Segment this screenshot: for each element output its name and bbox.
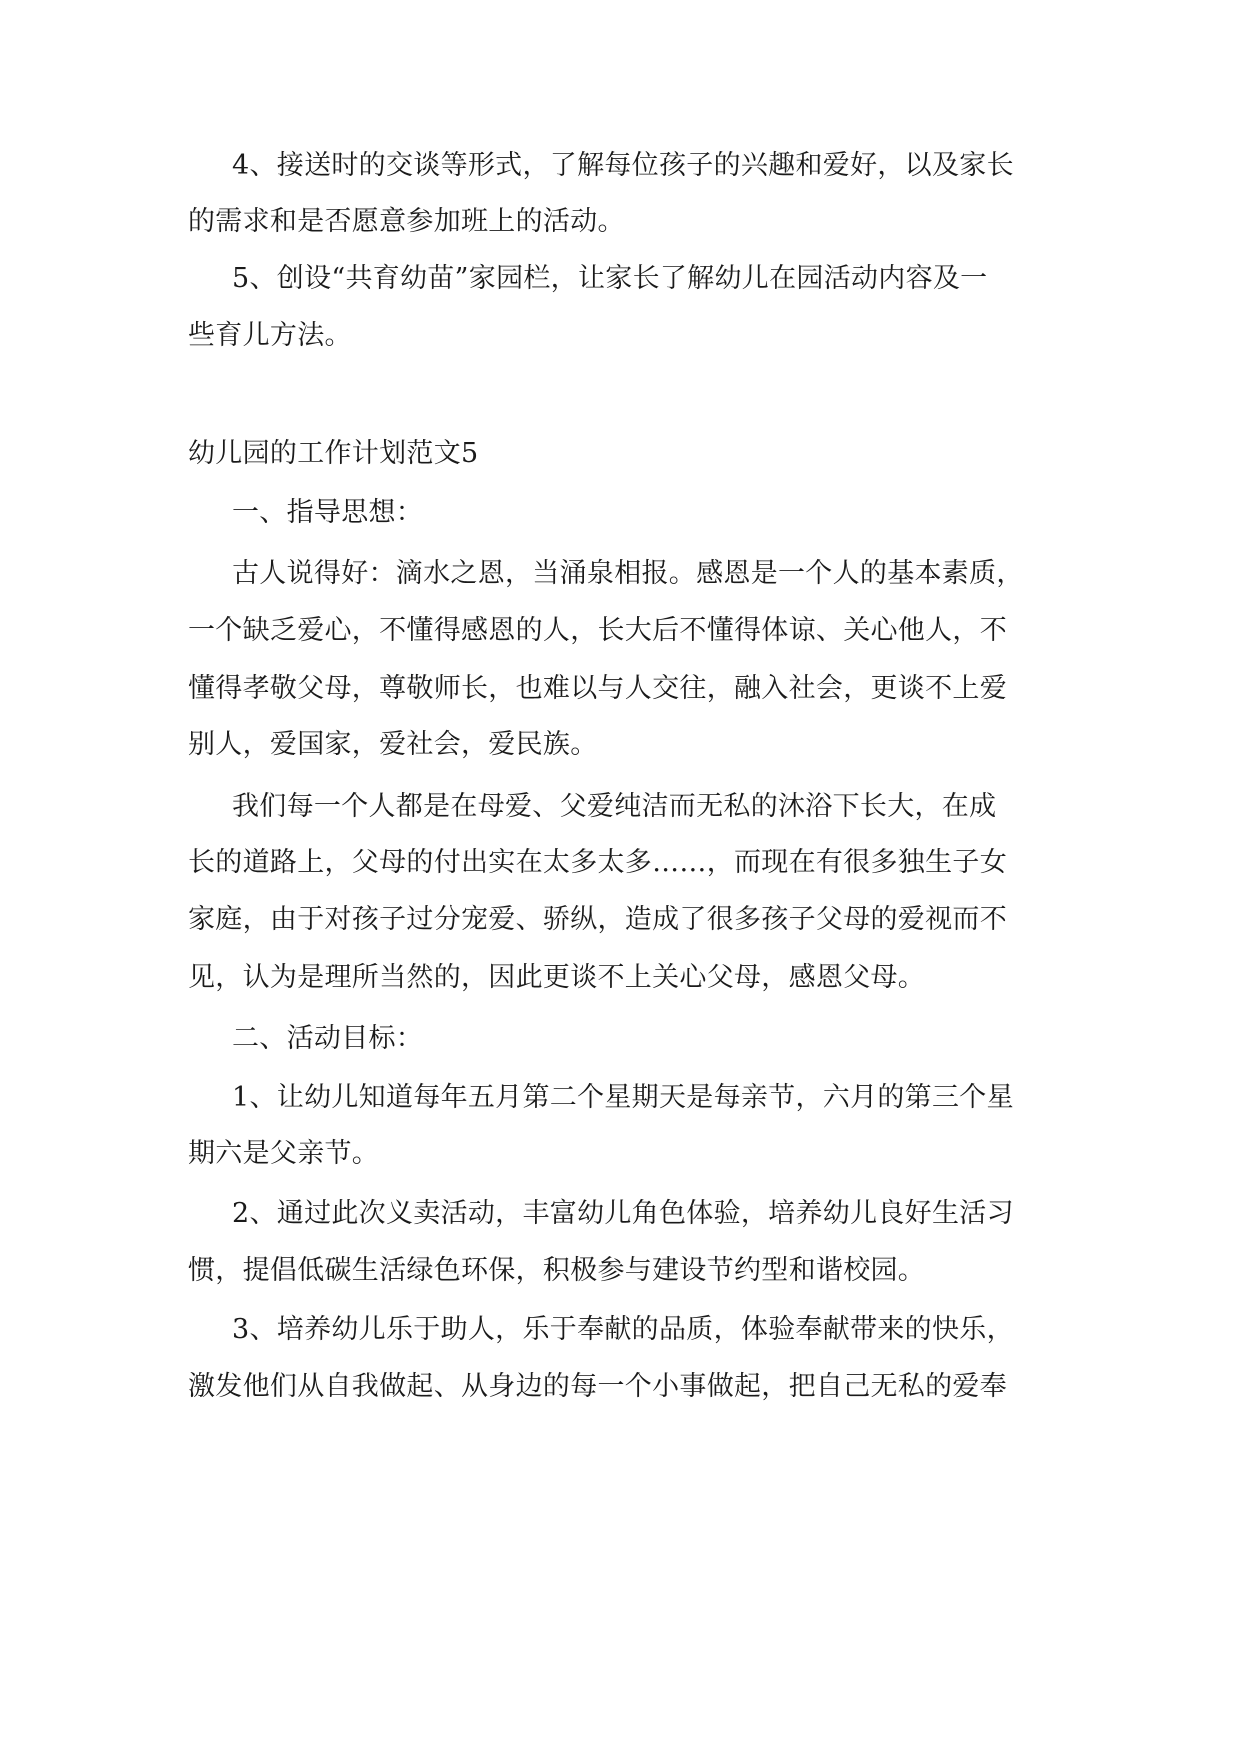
text-line: 惯，提倡低碳生活绿色环保，积极参与建设节约型和谐校园。 bbox=[188, 1255, 926, 1286]
text-line: 懂得孝敬父母，尊敬师长，也难以与人交往，融入社会，更谈不上爱 bbox=[188, 673, 1007, 704]
text-line: 期六是父亲节。 bbox=[188, 1138, 380, 1169]
text-line: 2、通过此次义卖活动，丰富幼儿角色体验，培养幼儿良好生活习 bbox=[232, 1198, 1014, 1229]
text-line: 见，认为是理所当然的，因此更谈不上关心父母，感恩父母。 bbox=[188, 962, 926, 993]
text-line: 我们每一个人都是在母爱、父爱纯洁而无私的沐浴下长大，在成 bbox=[232, 791, 997, 822]
text-line: 的需求和是否愿意参加班上的活动。 bbox=[188, 206, 625, 237]
text-line: 些育儿方法。 bbox=[188, 320, 352, 351]
text-line: 一个缺乏爱心，不懂得感恩的人，长大后不懂得体谅、关心他人，不 bbox=[188, 615, 1007, 646]
section-title: 幼儿园的工作计划范文5 bbox=[188, 438, 479, 469]
text-line: 长的道路上，父母的付出实在太多太多……，而现在有很多独生子女 bbox=[188, 847, 1007, 878]
text-line: 3、培养幼儿乐于助人，乐于奉献的品质，体验奉献带来的快乐， bbox=[232, 1314, 1014, 1345]
text-line: 1、让幼儿知道每年五月第二个星期天是每亲节，六月的第三个星 bbox=[232, 1082, 1014, 1113]
section-heading: 二、活动目标： bbox=[232, 1023, 424, 1054]
text-line: 古人说得好：滴水之恩，当涌泉相报。感恩是一个人的基本素质， bbox=[232, 558, 1024, 589]
text-line: 别人，爱国家，爱社会，爱民族。 bbox=[188, 729, 598, 760]
text-line: 激发他们从自我做起、从身边的每一个小事做起，把自己无私的爱奉 bbox=[188, 1371, 1007, 1402]
text-line: 4、接送时的交谈等形式，了解每位孩子的兴趣和爱好，以及家长 bbox=[232, 150, 1014, 181]
text-line: 5、创设“共育幼苗”家园栏，让家长了解幼儿在园活动内容及一 bbox=[232, 263, 988, 294]
text-line: 家庭，由于对孩子过分宠爱、骄纵，造成了很多孩子父母的爱视而不 bbox=[188, 904, 1007, 935]
section-heading: 一、指导思想： bbox=[232, 497, 424, 528]
